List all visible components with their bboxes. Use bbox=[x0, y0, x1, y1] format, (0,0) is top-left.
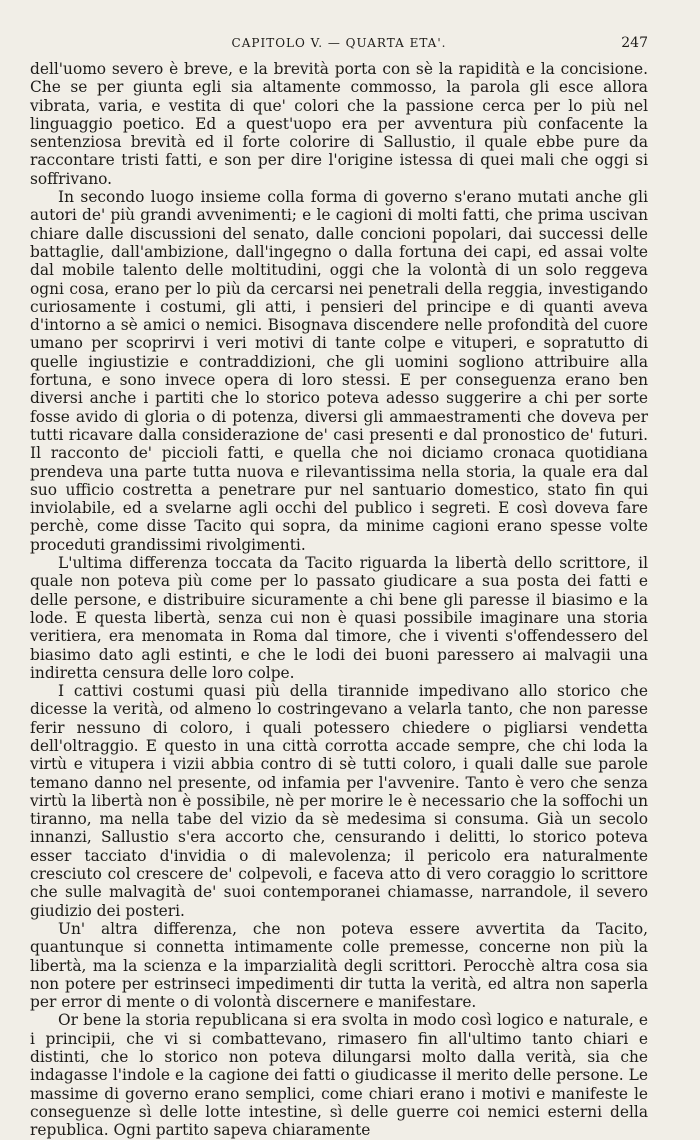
running-head: CAPITOLO V. — QUARTA ETA'. bbox=[231, 36, 447, 50]
page-header bbox=[30, 36, 648, 54]
paragraph-5: Un' altra differenza, che non poteva essere avvertita da Tacito, quantunque si connetta intimamente colle premesse, concerne non più la libertà, ma la scienza e la imparzialità degli scrittori. Perocchè altra cosa sia non potere per estrinseci impedimenti dir tutta la verità, ed altra non saperla per error di mente o di volontà discernere e manifestare. bbox=[30, 919, 648, 1012]
paragraph-4: I cattivi costumi quasi più della tirannide impedivano allo storico che dicesse la verità, od almeno lo costringevano a velarla tanto, che non paresse ferir nessuno di coloro, i quali potessero chiedere o pigliarsi vendetta dell'oltraggio. E questo in una città corrotta accade sempre, che chi loda la virtù e vitupera i vizii abbia contro di sè tutti coloro, i quali dalle sue parole temano danno nel presente, od infamia per l'avvenire. Tanto è vero che senza virtù la libertà non è possibile, nè per morire le è necessario che la soffochi un tiranno, ma nella tabe del vizio da sè medesima si consuma. Già un secolo innanzi, Sallustio s'era accorto che, censurando i delitti, lo storico poteva esser tacciato d'invidia o di malevolenza; il pericolo era naturalmente cresciuto col crescere de' colpevoli, e faceva atto di vero coraggio lo scrittore che sulle malvagità de' suoi contemporanei chiamasse, narrandole, il severo giudizio dei posteri. bbox=[30, 682, 648, 920]
paragraph-1: dell'uomo severo è breve, e la brevità porta con sè la rapidità e la concisione. Che se per giunta egli sia altamente commosso, la parola gli esce allora vibrata, varia, e vestita di que' colori che la passione cerca per lo più nel linguaggio poetico. Ed a quest'uopo era per avventura più confacente la sentenziosa brevità ed il forte colorire di Sallustio, il quale ebbe pure da raccontare tristi fatti, e son per dire l'origine istessa di quei mali che oggi si soffrivano. bbox=[30, 60, 648, 188]
page-number: 247 bbox=[621, 35, 648, 51]
paragraph-6: Or bene la storia republicana si era svolta in modo così logico e naturale, e i principii, che vi si combattevano, rimasero fin all'ultimo tanto chiari e distinti, che lo storico non poteva dilungarsi molto dalla verità, sia che indagasse l'indole e la cagione dei fatti o giudicasse il merito delle persone. Le massime di governo erano semplici, come chiari erano i motivi e manifeste le conseguenze sì delle lotte intestine, sì delle guerre coi nemici esterni della republica. Ogni partito sapeva chiaramente bbox=[30, 1011, 648, 1140]
paragraph-2: In secondo luogo insieme colla forma di governo s'erano mutati anche gli autori de' più grandi avvenimenti; e le cagioni di molti fatti, che prima uscivan chiare dalle discussioni del senato, dalle concioni popolari, dai successi delle battaglie, dall'ambizione, dall'ingegno o dalla fortuna dei capi, ed assai volte dal mobile talento delle moltitudini, oggi che la volontà di un solo reggeva ogni cosa, erano per lo più da cercarsi nei penetrali della reggia, investigando curiosamente i costumi, gli atti, i pensieri del principe e di quanti aveva d'intorno a sè amici o nemici. Bisognava discendere nelle profondità del cuore umano per scoprirvi i veri motivi di tante colpe e vituperi, e sopratutto di quelle ingiustizie e contraddizioni, che gli uomini sogliono attribuire alla fortuna, e sono invece opera di loro stessi. E per conseguenza erano ben diversi anche i partiti che lo storico poteva adesso suggerire a chi per sorte fosse avido di gloria o di potenza, diversi gli ammaestramenti che doveva per tutti ricavare dalla considerazione de' casi presenti e dal pronostico de' futuri. Il racconto de' piccioli fatti, e quella che noi diciamo cronaca quotidiana prendeva una parte tutta nuova e rilevantissima nella storia, la quale era dal suo ufficio costretta a penetrare pur nel santuario domestico, stato fin qui inviolabile, ed a svelarne agli occhi del publico i segreti. E così doveva fare perchè, come disse Tacito qui sopra, da minime cagioni erano spesse volte proceduti grandissimi rivolgimenti. bbox=[30, 188, 648, 554]
paragraph-3: L'ultima differenza toccata da Tacito riguarda la libertà dello scrittore, il quale non poteva più come per lo passato giudicare a sua posta dei fatti e delle persone, e distribuire sicuramente a chi bene gli paresse il biasimo e la lode. E questa libertà, senza cui non è quasi possibile imaginare una storia veritiera, era menomata in Roma dal timore, che i viventi s'offendessero del biasimo dato agli estinti, e che le lodi dei buoni paressero ai malvagii una indiretta censura delle loro colpe. bbox=[30, 554, 648, 682]
body-text bbox=[30, 60, 648, 1140]
